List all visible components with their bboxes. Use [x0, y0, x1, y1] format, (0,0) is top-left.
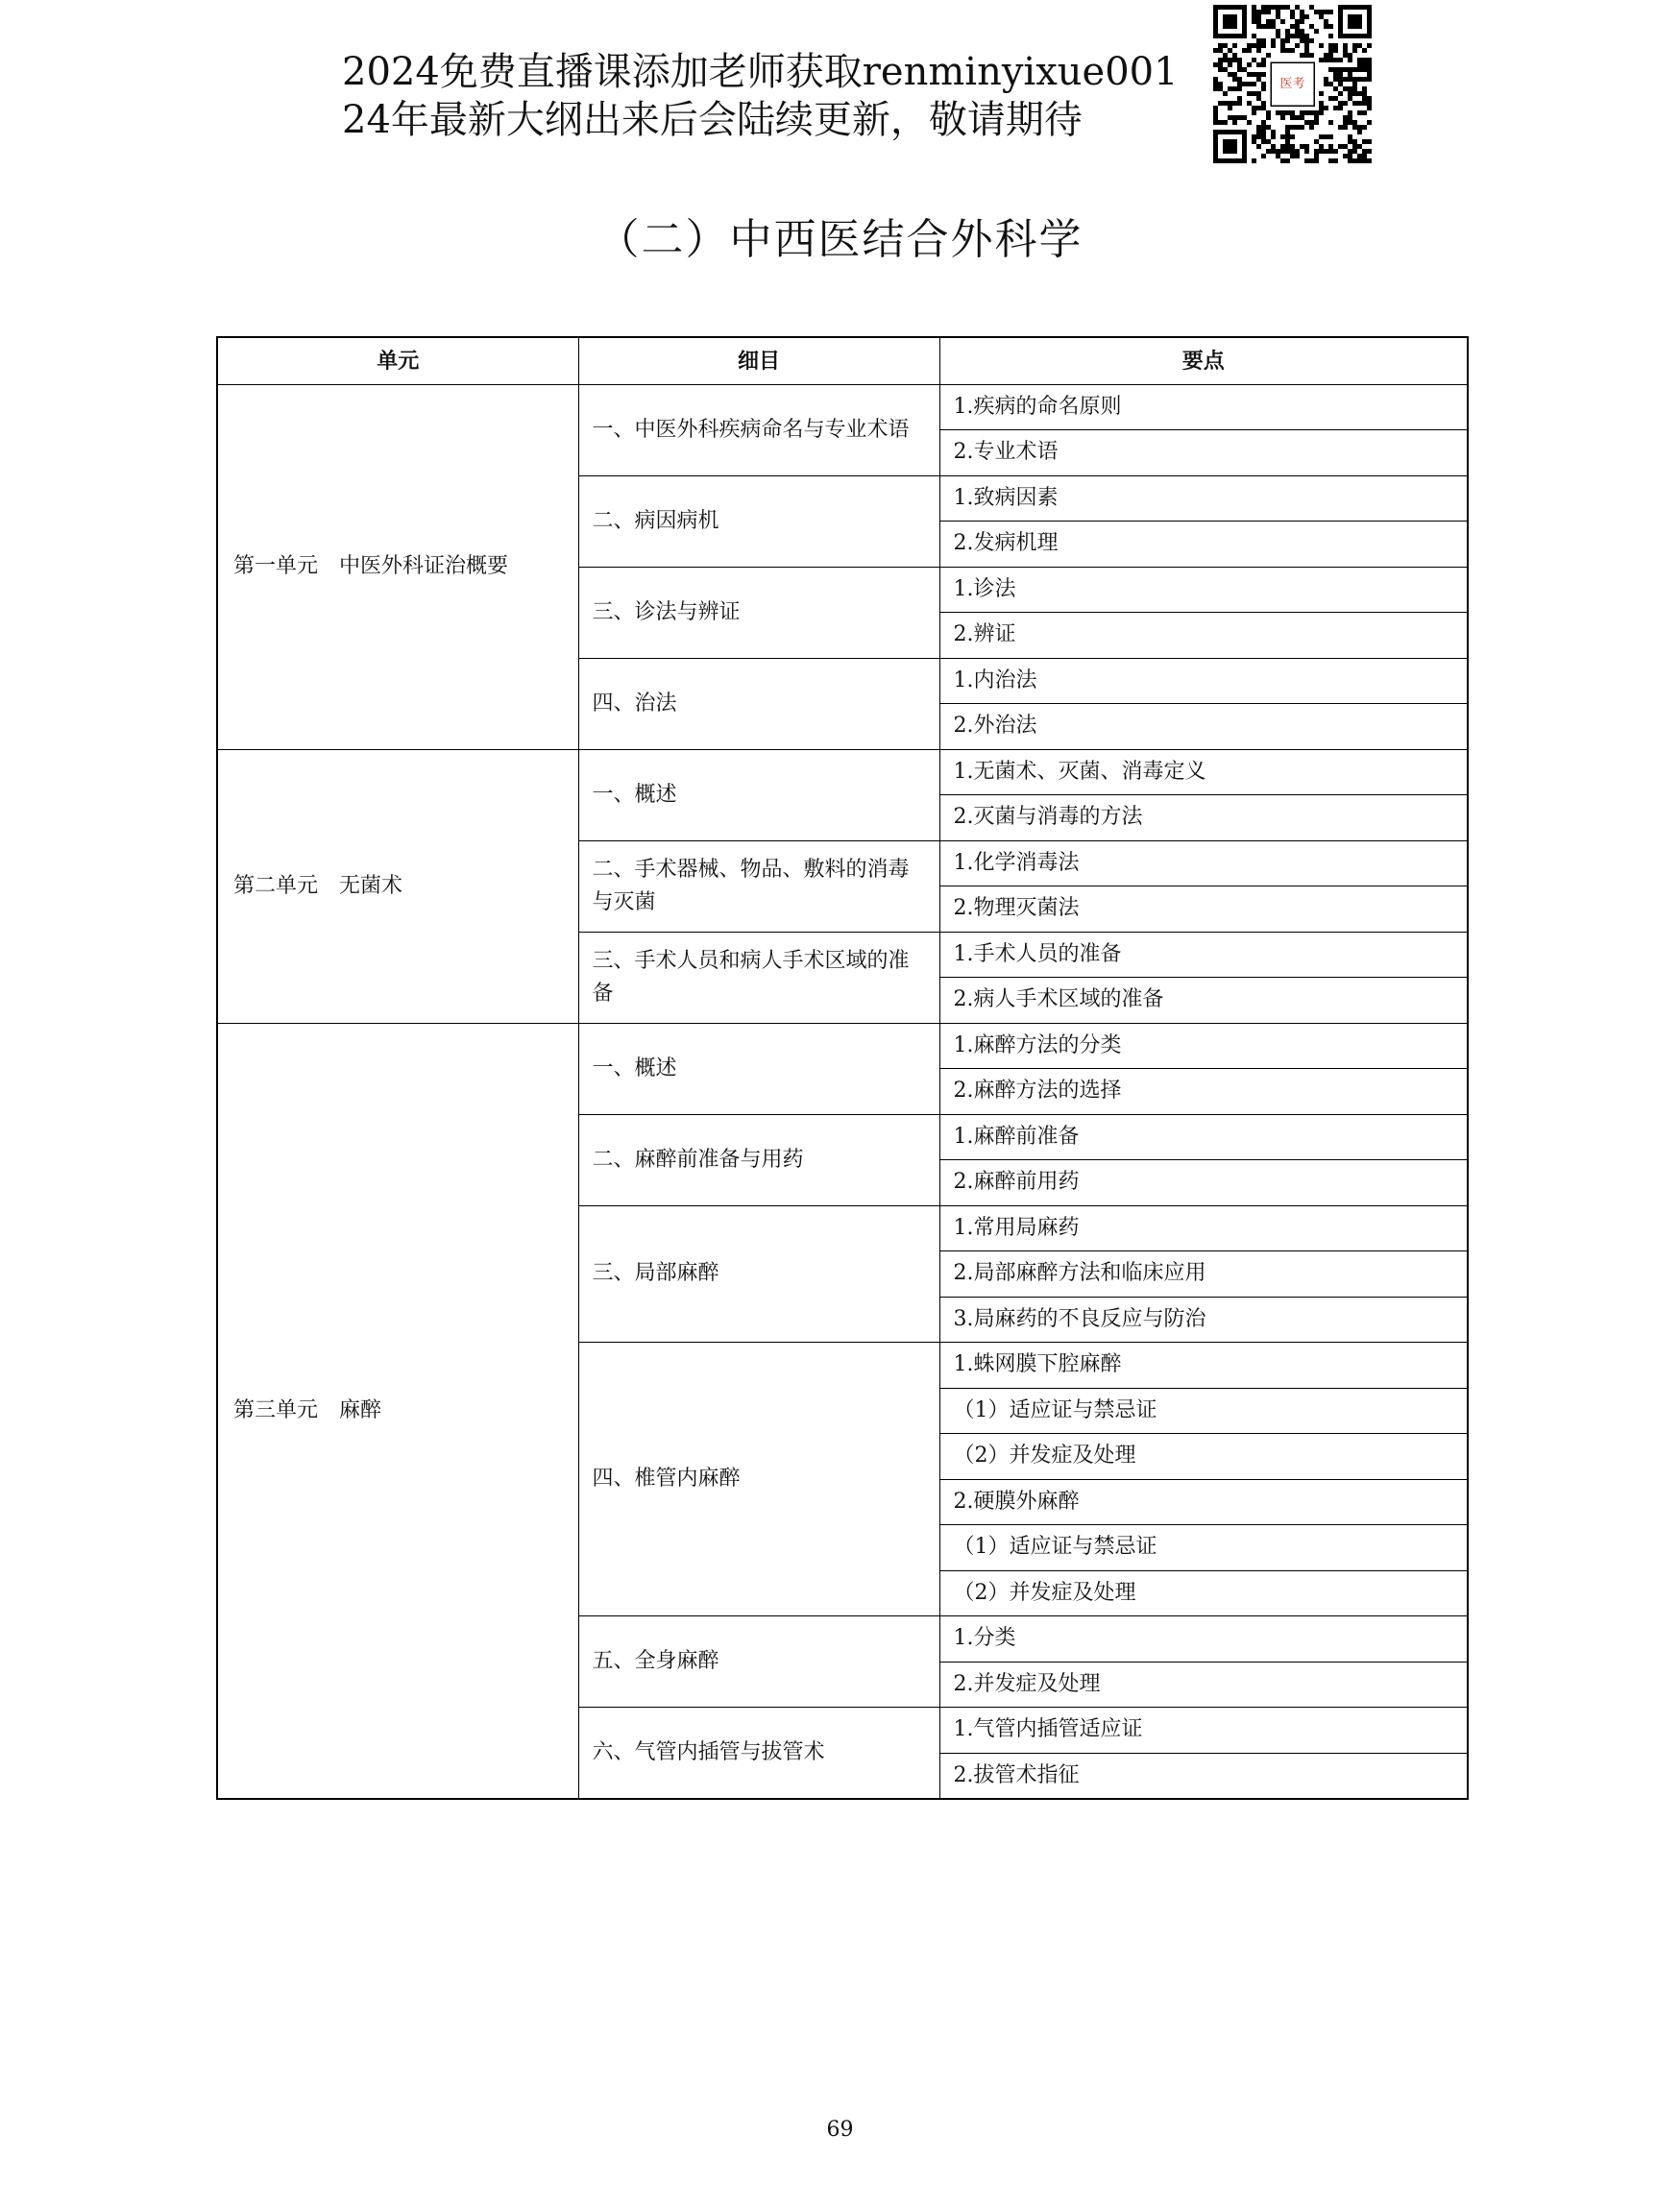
qr-logo-text: 医考 — [1279, 77, 1305, 91]
table-row — [217, 1023, 1468, 1069]
point-cell: 2.外治法 — [939, 704, 1468, 750]
item-cell: 五、全身麻醉 — [578, 1616, 939, 1708]
item-cell: 一、中医外科疾病命名与专业术语 — [578, 384, 939, 475]
point-cell: 2.专业术语 — [939, 430, 1468, 476]
unit-cell: 第二单元 无菌术 — [217, 749, 578, 1023]
point-cell: 1.分类 — [939, 1616, 1468, 1663]
point-cell: 2.并发症及处理 — [939, 1662, 1468, 1708]
table-header-row — [217, 337, 1468, 384]
table-row — [217, 384, 1468, 430]
point-cell: 1.化学消毒法 — [939, 840, 1468, 886]
promo-line-2: 24年最新大纲出来后会陆续更新，敬请期待 — [342, 98, 1083, 142]
point-cell: 1.手术人员的准备 — [939, 932, 1468, 978]
point-cell: 2.灭菌与消毒的方法 — [939, 795, 1468, 841]
point-cell: 2.物理灭菌法 — [939, 886, 1468, 933]
point-cell: 1.蛛网膜下腔麻醉 — [939, 1343, 1468, 1389]
point-cell: （2）并发症及处理 — [939, 1570, 1468, 1616]
point-cell: 1.疾病的命名原则 — [939, 384, 1468, 430]
item-cell: 一、概述 — [578, 1023, 939, 1114]
item-cell: 一、概述 — [578, 749, 939, 840]
item-cell: 四、治法 — [578, 658, 939, 749]
point-cell: 1.致病因素 — [939, 475, 1468, 522]
promo-line-1: 2024免费直播课添加老师获取renminyixue001 — [342, 50, 1179, 94]
point-cell: 2.局部麻醉方法和临床应用 — [939, 1251, 1468, 1298]
item-cell: 二、手术器械、物品、敷料的消毒与灭菌 — [578, 840, 939, 932]
point-cell: 2.病人手术区域的准备 — [939, 978, 1468, 1024]
point-cell: （1）适应证与禁忌证 — [939, 1525, 1468, 1571]
item-cell: 六、气管内插管与拔管术 — [578, 1708, 939, 1799]
header-item: 细目 — [578, 337, 939, 384]
point-cell: 2.硬膜外麻醉 — [939, 1479, 1468, 1525]
point-cell: 3.局麻药的不良反应与防治 — [939, 1297, 1468, 1343]
page-title: （二）中西医结合外科学 — [597, 215, 1083, 264]
item-cell: 四、椎管内麻醉 — [578, 1343, 939, 1616]
point-cell: 1.无菌术、灭菌、消毒定义 — [939, 749, 1468, 795]
point-cell: 2.发病机理 — [939, 522, 1468, 568]
syllabus-table — [216, 336, 1469, 1800]
item-cell: 二、病因病机 — [578, 475, 939, 567]
point-cell: 2.麻醉方法的选择 — [939, 1069, 1468, 1115]
unit-cell: 第三单元 麻醉 — [217, 1023, 578, 1799]
point-cell: 1.诊法 — [939, 567, 1468, 613]
item-cell: 三、手术人员和病人手术区域的准备 — [578, 932, 939, 1023]
unit-cell: 第一单元 中医外科证治概要 — [217, 384, 578, 749]
point-cell: （1）适应证与禁忌证 — [939, 1388, 1468, 1434]
promo-banner — [342, 48, 1206, 144]
point-cell: 1.麻醉前准备 — [939, 1114, 1468, 1160]
point-cell: 2.麻醉前用药 — [939, 1160, 1468, 1206]
point-cell: 2.拔管术指征 — [939, 1753, 1468, 1799]
page-number: 69 — [826, 2118, 854, 2142]
item-cell: 三、局部麻醉 — [578, 1205, 939, 1343]
point-cell: 1.常用局麻药 — [939, 1205, 1468, 1251]
point-cell: 1.麻醉方法的分类 — [939, 1023, 1468, 1069]
point-cell: 1.气管内插管适应证 — [939, 1708, 1468, 1754]
qr-code-icon — [1213, 5, 1372, 163]
header-unit: 单元 — [217, 337, 578, 384]
item-cell: 二、麻醉前准备与用药 — [578, 1114, 939, 1205]
table-row — [217, 749, 1468, 795]
point-cell: 1.内治法 — [939, 658, 1468, 704]
point-cell: （2）并发症及处理 — [939, 1434, 1468, 1480]
point-cell: 2.辨证 — [939, 613, 1468, 659]
header-points: 要点 — [939, 337, 1468, 384]
item-cell: 三、诊法与辨证 — [578, 567, 939, 658]
